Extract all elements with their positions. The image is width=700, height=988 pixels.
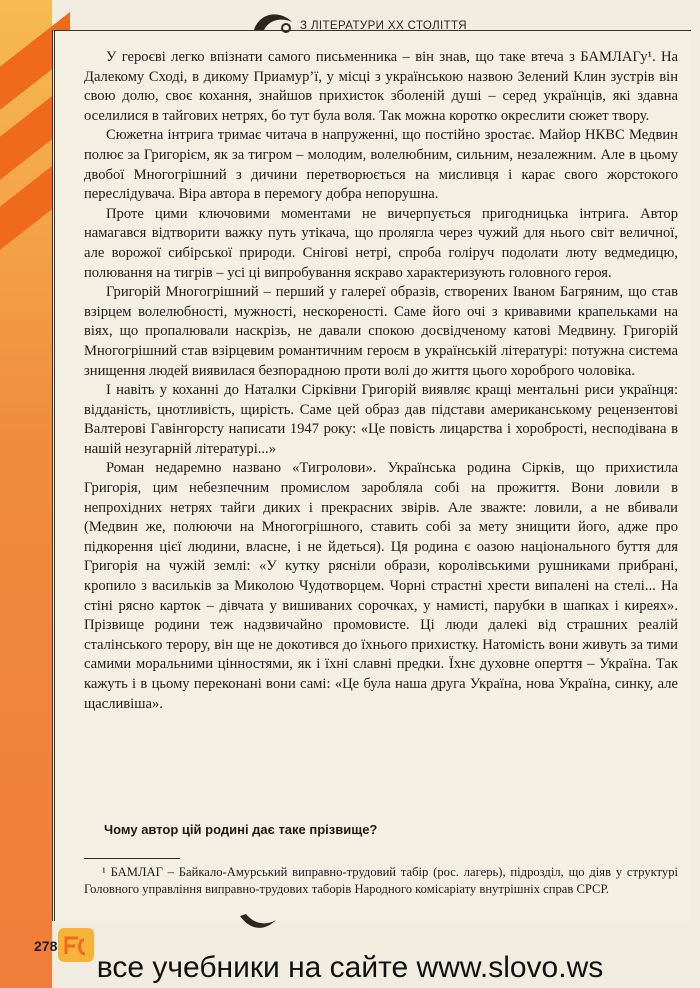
paragraph: У героєві легко впізнати самого письменника – він знав, що таке втеча з БАМЛАГу¹. На Далекому Сході, в дикому Приамур’ї, у місці з українською назвою Зелений Клин зустрів він свою долю, своє кохання, знайшов прихисток зболеній душі – серед українців, які здавна оселилися в тайгових нетрях, бо тут була воля. Так можна коротко окреслити сюжет твору. (84, 49, 678, 124)
paragraph: Сюжетна інтрига тримає читача в напруженні, що постійно зростає. Майор НКВС Медвин полює за Григорієм, як за тигром – молодим, волелюбним, сильним, незалежним. Але в цьому двобої Многогрішний з дичини перетворюється на мисливця і карає свого жорстокого переслідувача. Віра автора в перемогу добра непорушна. (84, 127, 678, 203)
paragraph: Роман недаремно названо «Тигролови». Українська родина Сірків, що прихистила Григорія, цим небезпечним промислом заробляла собі на прожиття. Вони ловили в непрохідних нетрях тайги диких і прекрасних звірів. Але зважте: ловили, а не вбивали (Медвин же, полюючи на Многогрішного, ставить собі за мету знищити його, адже про підкорення цієї людини, власне, і не йдеться). Ця родина є оазою національного буття для Григорія на чужій землі: «У кутку рясніли образи, королівськими рушниками прибрані, кропило з васильків за Миколою Чудотворцем. Чорні страстні хрести випалені на стелі... На стіні рясно карток – дівчата у вишиваних сорочках, у намисті, парубки в шапках і киреях». Прізвище родини теж надзвичайно промовисте. Ці люди далекі від страшних реалій сталінського терору, він ще не докотився до їхнього прихистку. Натомість вони живуть за тими самими моральними цінностями, як і їхні славні предки. Їхнє духовне оперття – Україна. Так кажуть і в цьому переконані вони самі: «Це була наша друга Україна, нова Україна, синку, але щасливіша». (84, 460, 678, 712)
footnote (84, 864, 678, 898)
site-watermark: все учебники на сайте www.slovo.ws (96, 951, 604, 984)
paragraph: І навіть у коханні до Наталки Сірківни Григорій виявляє кращі ментальні риси українця: відданість, цнотливість, щирість. Саме цей образ дав підстави американському рецензентові Валтерові Гавінгорсту написати 1947 року: «Це повість лицарства і хоробрості, несподівана в нашій незугарній літературі...» (84, 382, 678, 457)
article-body (84, 48, 678, 714)
header-ornament-icon (250, 8, 296, 38)
paragraph: Григорій Многогрішний – перший у галереї образів, створених Іваном Багряним, що став взірцем волелюбності, мужності, нескореності. Саме його очі з кривавими крапельками на віях, що пропалювали наскрізь, не давали спокою досвідченому катові Медвину. Григорій Многогрішний став взірцевим романтичним героєм в українській літературі: потужна система знищення людей виявилася безпорадною проти волі до життя цього хороброго чоловіка. (84, 284, 678, 379)
footer-ornament-icon (238, 912, 278, 934)
footnote-divider (84, 858, 180, 859)
running-title: З ЛІТЕРАТУРИ XX СТОЛІТТЯ (300, 20, 467, 32)
footnote-text: ¹ БАМЛАГ – Байкало-Амурський виправно-трудовий табір (рос. лагерь), підрозділ, що діяв у структурі Головного управління виправно-трудових таборів Народного комісаріату внутрішніх справ СРСР. (84, 865, 678, 896)
study-question: Чому автор цій родині дає таке прізвище? (104, 822, 378, 837)
page-number: 278 (34, 938, 58, 954)
paragraph: Проте цими ключовими моментами не вичерпується пригодницька інтрига. Автор намагався відтворити важку путь утікача, що пролягла через чужий для нього світ величної, але ворожої сибірської природи. Снігові нетрі, спроба голіруч подолати люту ведмедицю, полювання на тигрів – усі ці випробування яскраво характеризують головного героя. (84, 205, 678, 281)
